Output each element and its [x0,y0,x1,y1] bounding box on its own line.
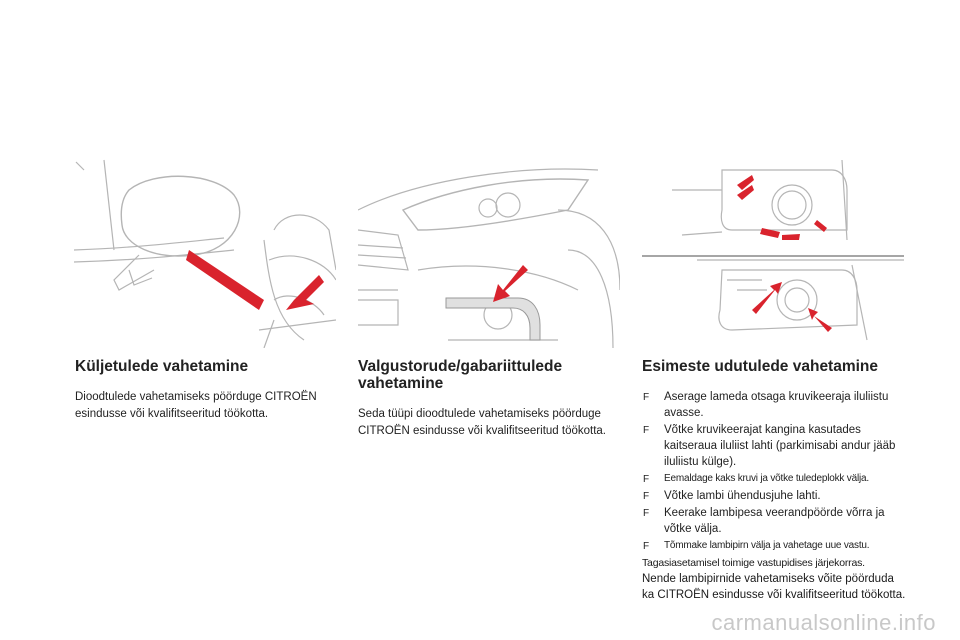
bullet-icon: F [643,541,649,552]
bullet-icon: F [643,392,650,403]
step-item: F Võtke kruvikeerajat kangina kasutades kaitseraua iluliist lahti (parkimisabi andur jääb iluliistu külge). [643,424,896,468]
watermark: carmanualsonline.info [711,610,936,635]
red-arrow-icon [808,308,832,332]
bullet-icon: F [643,425,650,436]
step-item: F Eemaldage kaks kruvi ja võtke tuledeplokk välja. [642,471,907,487]
step-item: F Tõmmake lambipirn välja ja vahetage uue vastu. [642,538,907,554]
front-bumper-illustration [358,150,620,348]
daytime-lights-section [358,358,623,440]
fog-lights-title: Esimeste udutulede vahetamine [642,358,879,375]
side-lights-section [75,358,340,423]
bullet-icon: F [643,491,650,502]
reassembly-note: Tagasiasetamisel toimige vastupidises järjekorras. [642,557,865,569]
step-item: F Keerake lambipesa veerandpöörde võrra ja võtke välja. [643,507,885,535]
fog-lights-section [642,358,907,603]
side-mirror-illustration [74,150,336,348]
red-arrow-icon [493,265,528,302]
step-item: F Võtke lambi ühendusjuhe lahti. [642,488,907,504]
step-item: F Aserage lameda otsaga kruvikeeraja iluliistu avasse. [643,391,889,419]
bullet-icon: F [643,508,650,519]
side-lights-title: Küljetulede vahetamine [75,358,249,375]
daytime-lights-body: Seda tüüpi dioodtulede vahetamiseks pöörduge CITROËN esindusse või kvalifitseeritud töökotta. [358,408,606,437]
dealer-note: Nende lambipirnide vahetamiseks võite pöörduda ka CITROËN esindusse või kvalifitseeritud töökotta. [642,573,906,601]
bullet-icon: F [643,474,649,485]
fog-light-illustration [642,150,904,348]
fog-lights-steps [642,389,907,554]
side-lights-body: Dioodtulede vahetamiseks pöörduge CITROËN esindusse või kvalifitseeritud töökotta. [75,391,317,420]
daytime-lights-title: Valgustorude/gabariittulede vahetamine [358,358,563,392]
red-arrow-icon [286,275,324,310]
